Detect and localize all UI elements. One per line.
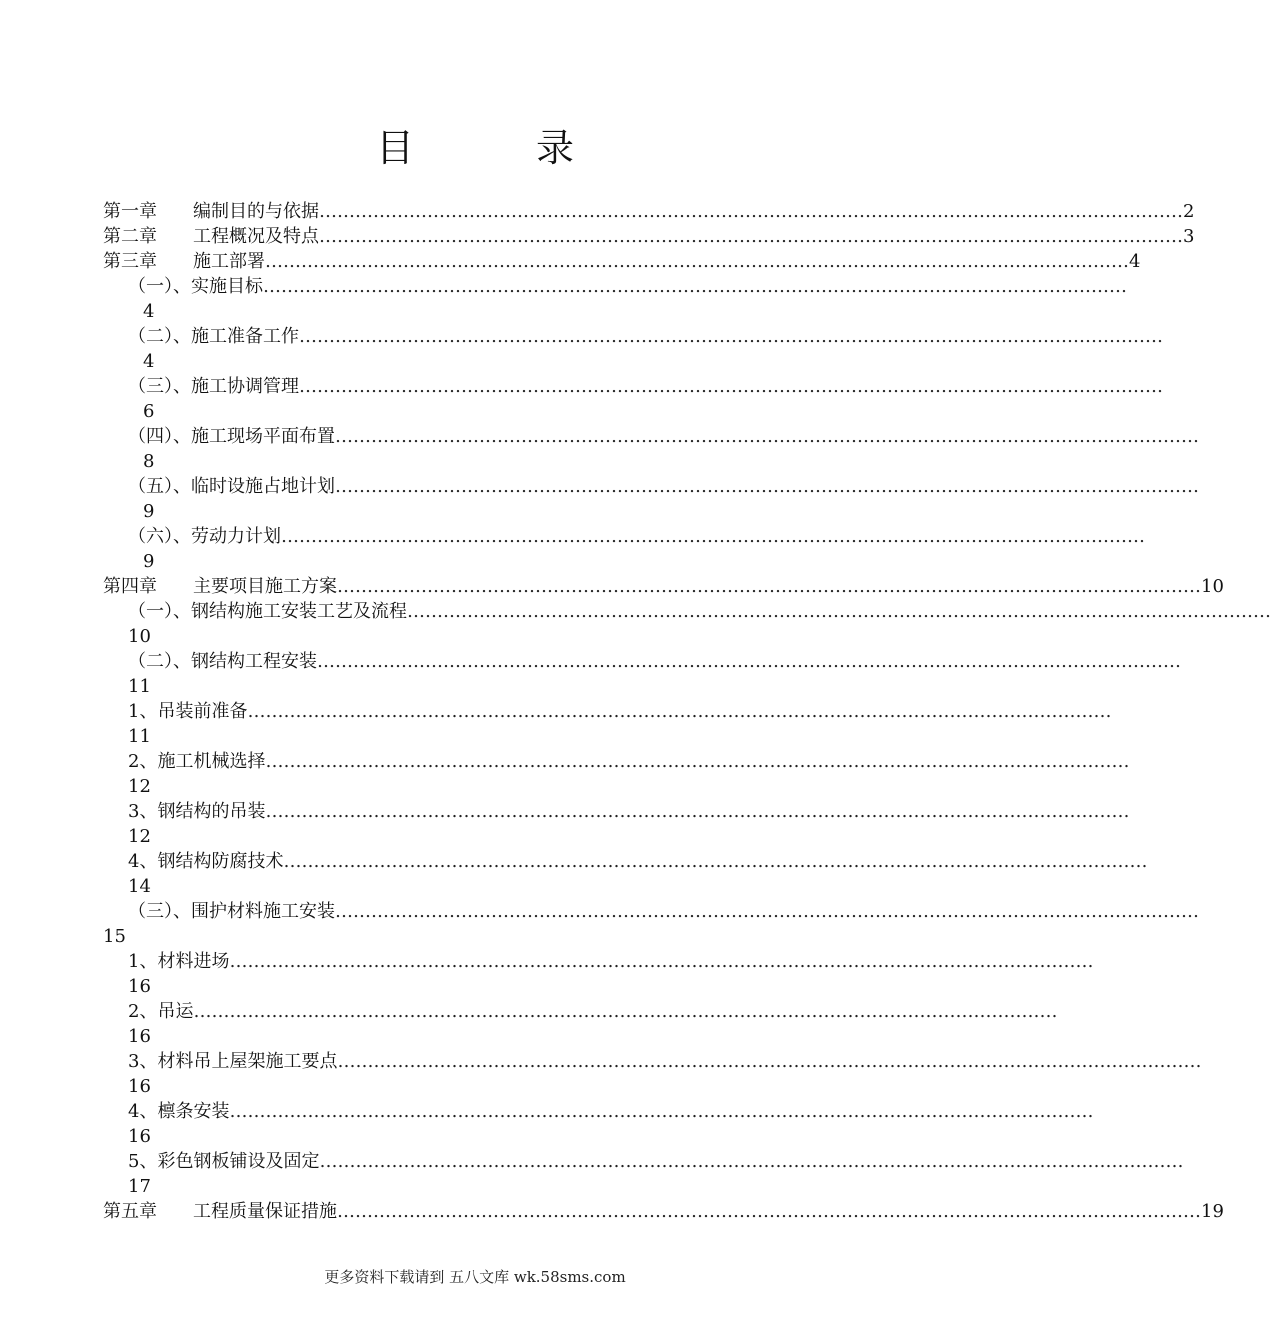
toc-page-number: 16 xyxy=(128,1026,151,1047)
toc-entry[interactable] xyxy=(128,1049,1202,1097)
toc-leader-dots: ……………………………………………………………………………………………………………………………… xyxy=(229,1101,1094,1122)
toc-entry[interactable] xyxy=(128,424,1199,472)
toc-entry-label: 1、吊装前准备 xyxy=(128,701,248,722)
toc-leader-dots: ……………………………………………………………………………………………………………………………… xyxy=(337,576,1201,597)
toc-leader-dots: ……………………………………………………………………………………………………………………………… xyxy=(247,701,1112,722)
toc-page-number: 10 xyxy=(1201,576,1224,597)
toc-page-number: 11 xyxy=(128,726,151,747)
toc-entry-label: 第一章 编制目的与依据 xyxy=(103,201,319,222)
toc-entry[interactable] xyxy=(103,224,1195,249)
toc-page-number: 4 xyxy=(1129,251,1141,272)
toc-leader-dots: ……………………………………………………………………………………………………………………………… xyxy=(265,751,1130,772)
toc-page-number: 8 xyxy=(143,451,155,472)
toc-page-number: 15 xyxy=(103,926,126,947)
toc-entry-label: 2、施工机械选择 xyxy=(128,751,266,772)
toc-entry-label: （三）、围护材料施工安装 xyxy=(128,901,335,922)
toc-page-number: 4 xyxy=(143,301,155,322)
toc-leader-dots: ……………………………………………………………………………………………………………………………… xyxy=(283,851,1148,872)
toc-leader-dots: ……………………………………………………………………………………………………………………………… xyxy=(265,801,1130,822)
toc-page-number: 16 xyxy=(128,976,151,997)
toc-page-number: 10 xyxy=(128,626,151,647)
toc-entry-label: 4、钢结构防腐技术 xyxy=(128,851,284,872)
toc-leader-dots: ……………………………………………………………………………………………………………………………… xyxy=(319,226,1183,247)
toc-entry-label: （一）、实施目标 xyxy=(128,276,263,297)
toc-leader-dots: ……………………………………………………………………………………………………………………………… xyxy=(337,1051,1202,1072)
toc-leader-dots: ……………………………………………………………………………………………………………………………… xyxy=(263,276,1127,297)
toc-entry[interactable] xyxy=(103,574,1224,599)
toc-leader-dots: ……………………………………………………………………………………………………………………………… xyxy=(229,951,1094,972)
toc-entry-label: （二）、施工准备工作 xyxy=(128,326,299,347)
toc-leader-dots: ……………………………………………………………………………………………………………………………… xyxy=(319,1151,1184,1172)
toc-entry[interactable] xyxy=(128,1099,1094,1147)
toc-entry[interactable] xyxy=(128,599,1271,647)
toc-leader-dots: ……………………………………………………………………………………………………………………………… xyxy=(193,1001,1058,1022)
toc-entry-label: 1、材料进场 xyxy=(128,951,230,972)
toc-entry-label: （六）、劳动力计划 xyxy=(128,526,281,547)
toc-entry[interactable] xyxy=(128,699,1112,747)
toc-leader-dots: ……………………………………………………………………………………………………………………………… xyxy=(407,601,1271,622)
toc-leader-dots: ……………………………………………………………………………………………………………………………… xyxy=(335,426,1199,447)
toc-entry-label: 2、吊运 xyxy=(128,1001,194,1022)
footer-text: 更多资料下载请到 五八文库 wk.58sms.com xyxy=(324,1268,626,1286)
toc-page-number: 9 xyxy=(143,551,155,572)
toc-leader-dots: ……………………………………………………………………………………………………………………………… xyxy=(335,901,1199,922)
toc-entry[interactable] xyxy=(128,274,1127,322)
toc-entry[interactable] xyxy=(128,474,1199,522)
toc-page-number: 9 xyxy=(143,501,155,522)
toc-page-number: 12 xyxy=(128,826,151,847)
toc-leader-dots: ……………………………………………………………………………………………………………………………… xyxy=(337,1201,1201,1222)
toc-page-number: 3 xyxy=(1183,226,1195,247)
toc-entry-label: （五）、临时设施占地计划 xyxy=(128,476,335,497)
toc-entry-label: 3、材料吊上屋架施工要点 xyxy=(128,1051,338,1072)
toc-entry[interactable] xyxy=(128,799,1130,847)
toc-entry-label: （二）、钢结构工程安装 xyxy=(128,651,317,672)
toc-leader-dots: ……………………………………………………………………………………………………………………………… xyxy=(281,526,1145,547)
toc-entry-label: 第四章 主要项目施工方案 xyxy=(103,576,337,597)
toc-entry[interactable] xyxy=(128,374,1163,422)
toc-page-number: 17 xyxy=(128,1176,151,1197)
toc-page-number: 4 xyxy=(143,351,155,372)
toc-page-number: 6 xyxy=(143,401,155,422)
toc-entry[interactable] xyxy=(103,249,1141,274)
toc-entry[interactable] xyxy=(128,324,1163,372)
toc-entry[interactable] xyxy=(128,949,1094,997)
toc-entry[interactable] xyxy=(128,999,1058,1047)
toc-entry[interactable] xyxy=(103,899,1199,947)
toc-entry[interactable] xyxy=(103,1199,1224,1224)
page-title: 目 录 xyxy=(375,126,616,170)
toc-entry[interactable] xyxy=(128,749,1130,797)
toc-leader-dots: ……………………………………………………………………………………………………………………………… xyxy=(335,476,1199,497)
toc-page-number: 12 xyxy=(128,776,151,797)
toc-entry-label: 第五章 工程质量保证措施 xyxy=(103,1201,337,1222)
toc-entry-label: （三）、施工协调管理 xyxy=(128,376,299,397)
toc-leader-dots: ……………………………………………………………………………………………………………………………… xyxy=(317,651,1181,672)
toc-entry-label: （一）、钢结构施工安装工艺及流程 xyxy=(128,601,407,622)
toc-page-number: 19 xyxy=(1201,1201,1224,1222)
toc-entry[interactable] xyxy=(128,849,1148,897)
toc-page-number: 2 xyxy=(1183,201,1195,222)
toc-entry-label: 3、钢结构的吊装 xyxy=(128,801,266,822)
toc-page-number: 14 xyxy=(128,876,151,897)
toc-entry-label: （四）、施工现场平面布置 xyxy=(128,426,335,447)
toc-leader-dots: ……………………………………………………………………………………………………………………………… xyxy=(299,376,1163,397)
toc-entry[interactable] xyxy=(128,1149,1184,1197)
toc-page-number: 16 xyxy=(128,1076,151,1097)
toc-leader-dots: ……………………………………………………………………………………………………………………………… xyxy=(319,201,1183,222)
toc-entry-label: 4、檩条安装 xyxy=(128,1101,230,1122)
toc-entry-label: 5、彩色钢板铺设及固定 xyxy=(128,1151,320,1172)
toc-entry-label: 第三章 施工部署 xyxy=(103,251,265,272)
toc-entry-label: 第二章 工程概况及特点 xyxy=(103,226,319,247)
toc-entry[interactable] xyxy=(128,649,1181,697)
toc-entry[interactable] xyxy=(128,524,1145,572)
toc-page-number: 11 xyxy=(128,676,151,697)
toc-page-number: 16 xyxy=(128,1126,151,1147)
toc-entry[interactable] xyxy=(103,199,1195,224)
toc-leader-dots: ……………………………………………………………………………………………………………………………… xyxy=(299,326,1163,347)
toc-leader-dots: ……………………………………………………………………………………………………………………………… xyxy=(265,251,1129,272)
